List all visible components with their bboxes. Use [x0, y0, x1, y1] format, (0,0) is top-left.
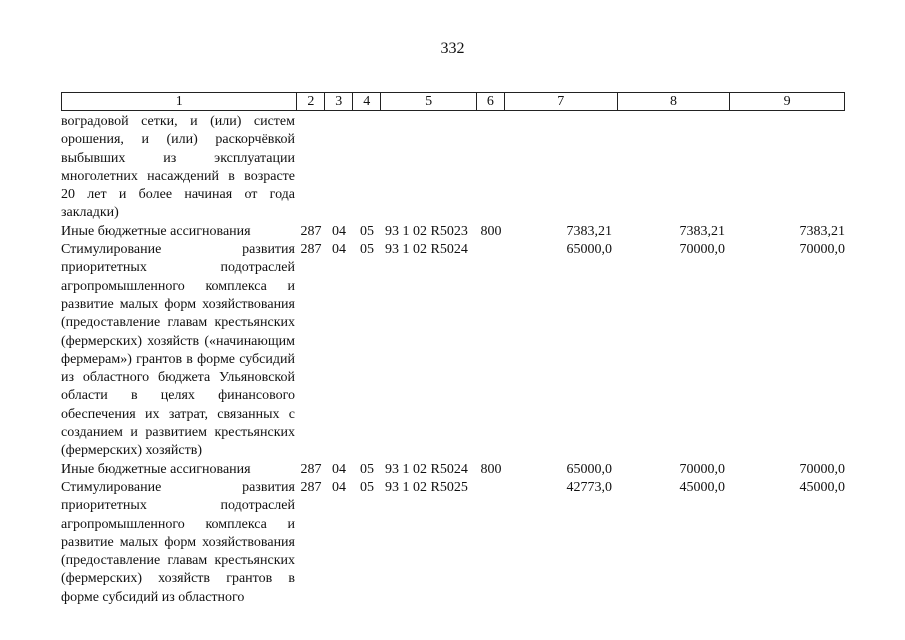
row-codes: [297, 479, 505, 497]
row-value-col8: 45000,0: [679, 479, 725, 495]
row-codes: [297, 223, 505, 241]
row-value-col8: 70000,0: [679, 242, 725, 258]
table-row: [61, 479, 845, 607]
header-col-7: 7: [505, 93, 618, 110]
row-description: Стимулирование развития приоритетных подотраслей агропромышленного комплекса и развитие малых форм хозяйствования (предоставление главам крестьянских (фермерских) хозяйств («начинающим фермерам») грантов в форме субсидий из областного бюджета Ульяновской области в целях финансового обеспечения их затрат, связанных с созданием и развитием крестьянских (фермерских) хозяйств): [61, 242, 295, 459]
row-value-col8: 70000,0: [679, 461, 725, 477]
row-subsection-code: 05: [360, 242, 374, 258]
row-expense-type: [477, 479, 505, 497]
row-value-col9: 70000,0: [799, 461, 845, 477]
row-target-code: 93 1 02 R5025: [385, 479, 468, 495]
table-row: [61, 241, 845, 461]
table-header: [61, 92, 845, 111]
row-expense-type: [477, 241, 505, 259]
header-col-6: 6: [477, 93, 505, 110]
row-description: Стимулирование развития приоритетных подотраслей агропромышленного комплекса и развитие малых форм хозяйствования (предоставление главам крестьянских (фермерских) хозяйств грантов в форме субсидий из областного: [61, 479, 295, 605]
row-value-col9: 70000,0: [799, 242, 845, 258]
row-target-code: 93 1 02 R5023: [385, 223, 468, 239]
row-value-col7: 65000,0: [566, 461, 612, 477]
row-section-code: 04: [332, 479, 346, 495]
row-expense-type: 800: [480, 461, 502, 477]
table-row: [61, 223, 845, 241]
row-subsection-code: 05: [360, 223, 374, 239]
row-description: воградовой сетки, и (или) систем орошения, и (или) раскорчёвкой выбывших из эксплуатации многолетних насаждений в возрасте 20 лет и более начиная от года закладки): [61, 114, 295, 221]
header-col-9: 9: [783, 94, 791, 109]
row-value-col7: 7383,21: [566, 223, 612, 239]
row-value-col8: 7383,21: [679, 223, 725, 239]
table-row: [61, 113, 845, 223]
row-ministry-code: 287: [300, 223, 322, 239]
row-description: Иные бюджетные ассигнования: [61, 461, 251, 477]
row-subsection-code: 05: [360, 479, 374, 495]
header-col-3: 3: [325, 93, 353, 110]
row-section-code: 04: [332, 223, 346, 239]
row-value-col9: 45000,0: [799, 479, 845, 495]
row-section-code: 04: [332, 242, 346, 258]
header-col-2: 2: [297, 93, 325, 110]
header-col-8: 8: [618, 93, 731, 110]
table-body: [61, 113, 845, 607]
row-ministry-code: 287: [300, 242, 322, 258]
row-section-code: 04: [332, 461, 346, 477]
row-target-code: 93 1 02 R5024: [385, 242, 468, 258]
table-row: [61, 461, 845, 479]
row-description: Иные бюджетные ассигнования: [61, 223, 251, 239]
row-ministry-code: 287: [300, 461, 322, 477]
row-value-col9: 7383,21: [799, 223, 845, 239]
row-target-code: 93 1 02 R5024: [385, 461, 468, 477]
header-col-5: 5: [381, 93, 477, 110]
row-ministry-code: 287: [300, 479, 322, 495]
header-col-1: 1: [62, 93, 297, 110]
header-col-4: 4: [353, 93, 381, 110]
row-codes: [297, 461, 505, 479]
page-number: 332: [440, 40, 465, 57]
row-codes: [297, 241, 505, 259]
row-subsection-code: 05: [360, 461, 374, 477]
row-expense-type: 800: [480, 223, 502, 239]
row-value-col7: 42773,0: [566, 479, 612, 495]
row-value-col7: 65000,0: [566, 242, 612, 258]
